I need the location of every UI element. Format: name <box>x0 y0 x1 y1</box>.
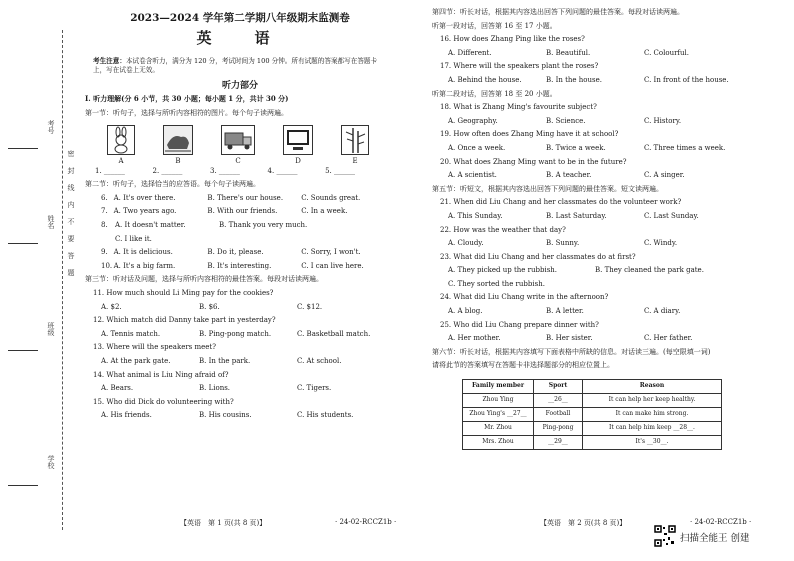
option-a: A. At the park gate. <box>101 356 171 365</box>
computer-icon <box>283 125 313 155</box>
exam-title: 2023—2024 学年第二学期八年级期末监测卷 <box>130 12 350 24</box>
option-a: A. Her mother. <box>448 334 501 343</box>
notice-text: 本试卷含听力，满分为 120 分，考试时间为 100 分钟。所有试题的答案都写在答题卡上，写在试卷上无效。 <box>93 57 378 75</box>
picture-label: B <box>175 156 181 165</box>
option-a: A. They picked up the rubbish. <box>448 266 558 275</box>
kaohao-line <box>8 148 38 149</box>
option-c: C. Last Sunday. <box>644 211 699 220</box>
picture-a <box>107 125 135 165</box>
option-b: B. $6. <box>199 302 220 311</box>
xingming-line <box>8 243 38 244</box>
question-number: 9. <box>101 248 108 257</box>
family-sport-table <box>462 379 722 450</box>
option-b: B. A letter. <box>546 307 584 316</box>
question-10 <box>101 262 395 276</box>
question-text: What did Liu Chang write in the afternoon? <box>453 293 609 302</box>
listening-heading: 听力部分 <box>221 81 258 92</box>
question-text: How often does Zhang Ming have it at school? <box>453 130 619 139</box>
question-15: 15. Who did Dick do volunteering with? A. His friends. B. His cousins. C. His students. <box>85 398 395 425</box>
question-9 <box>101 248 395 262</box>
question-24: 24. What did Liu Chang write in the afternoon? A. A blog. B. A letter. C. A diary. <box>432 293 742 320</box>
question-text: What does Zhang Ming want to be in the future? <box>453 157 627 166</box>
option-c: C. Basketball match. <box>297 329 371 338</box>
option-a: A. Two years ago. <box>113 207 177 216</box>
question-text: How does Zhang Ping like the roses? <box>453 35 585 44</box>
option-a: A. Bears. <box>101 384 134 393</box>
option-c: C. Her father. <box>644 334 693 343</box>
option-c: C. Colourful. <box>644 48 689 57</box>
option-b: B. Do it, please. <box>207 248 264 257</box>
sec2-instruction: 第二节：听句子，选择恰当的应答语。每个句子读两遍。 <box>85 180 260 189</box>
table-cell: Zhou Ying <box>463 394 534 408</box>
banji-label: 班级 <box>47 322 55 336</box>
picture-c <box>221 125 255 165</box>
option-b: B. With our friends. <box>207 207 278 216</box>
question-text: Who did Liu Chang prepare dinner with? <box>453 320 599 329</box>
table-header-row <box>463 380 722 394</box>
xuexiao-line <box>8 485 38 486</box>
question-text: How much should Li Ming pay for the cookies? <box>106 289 274 298</box>
question-text: Where will the speakers plant the roses? <box>453 62 599 71</box>
option-b: B. It's interesting. <box>207 261 272 270</box>
table-row <box>463 436 722 450</box>
question-25: 25. Who did Liu Chang prepare dinner with? A. Her mother. B. Her sister. C. Her father. <box>432 321 742 348</box>
right-page-code: · 24-02-RCCZ1b · <box>690 518 752 526</box>
option-b: B. There's our house. <box>207 193 284 202</box>
question-number: 6. <box>101 193 108 202</box>
table-header: Family member <box>463 380 534 394</box>
option-a: A. It doesn't matter. <box>115 221 186 230</box>
option-a: A. Once a week. <box>448 143 506 152</box>
question-19: 19. How often does Zhang Ming have it at school? A. Once a week. B. Twice a week. C. Three times a week. <box>432 130 742 157</box>
table-cell: Zhou Ying's __27__ <box>463 408 534 422</box>
sec5-instruction: 第五节：听短文，根据其内容选出回答下列问题的最佳答案。短文读两遍。 <box>432 184 663 193</box>
option-b: B. Twice a week. <box>546 143 606 152</box>
question-12: 12. Which match did Danny take part in yesterday? A. Tennis match. B. Ping-pong match. C. Basketball match. <box>85 316 395 343</box>
question-23: 23. What did Liu Chang and her classmates do at first? A. They picked up the rubbish. B. They cleaned the park gate. C. They sorted the rubbish. <box>432 253 742 294</box>
table-cell: It can make him strong. <box>583 408 722 422</box>
option-a: A. Behind the house. <box>448 75 522 84</box>
blank-4: 4. ______ <box>267 166 298 175</box>
question-text: What animal is Liu Ning afraid of? <box>106 370 229 379</box>
right-page-footer: 【英语 第 2 页(共 8 页)】 <box>540 519 627 527</box>
table-cell: It's __30__. <box>583 436 722 450</box>
option-a: A. $2. <box>101 302 122 311</box>
option-a: A. Different. <box>448 48 492 57</box>
right-column <box>432 8 742 450</box>
sec3-instruction: 第三节：听对话及问题，选择与所听内容相符的最佳答案。每段对话读两遍。 <box>85 275 323 284</box>
table-cell: Mr. Zhou <box>463 422 534 436</box>
picture-label: A <box>118 156 124 165</box>
question-6 <box>101 194 395 208</box>
option-a: A. Geography. <box>448 116 498 125</box>
option-c: C. Sounds great. <box>301 193 361 202</box>
option-a: A. Tennis match. <box>101 329 161 338</box>
answer-blanks <box>95 167 355 181</box>
option-b: B. Her sister. <box>546 334 593 343</box>
sec1-instruction: 第一节：听句子，选择与所听内容相符的图片。每个句子读两遍。 <box>85 109 288 118</box>
option-a: A. This Sunday. <box>448 211 503 220</box>
left-page-code: · 24-02-RCCZ1b · <box>335 518 397 526</box>
question-text: When did Liu Chang and her classmates do the volunteer work? <box>453 198 682 207</box>
option-b: B. Thank you very much. <box>219 221 308 230</box>
question-21: 21. When did Liu Chang and her classmates do the volunteer work? A. This Sunday. B. Last Saturday. C. Last Sunday. <box>432 198 742 225</box>
option-b: B. Ping-pong match. <box>199 329 272 338</box>
question-text: Where will the speakers meet? <box>106 343 216 352</box>
question-text: Which match did Danny take part in yesterday? <box>106 316 276 325</box>
notice-label: 考生注意： <box>93 57 126 66</box>
question-20: 20. What does Zhang Ming want to be in the future? A. A scientist. B. A teacher. C. A singer. <box>432 158 742 185</box>
table-row <box>463 408 722 422</box>
table-cell: Mrs. Zhou <box>463 436 534 450</box>
table-cell: __29__ <box>534 436 583 450</box>
question-8-c <box>101 235 395 249</box>
table-cell: It can help her keep healthy. <box>583 394 722 408</box>
option-c: C. In a week. <box>301 207 348 216</box>
option-c: C. Three times a week. <box>644 143 726 152</box>
picture-d <box>283 125 313 165</box>
option-a: A. A scientist. <box>448 171 497 180</box>
question-text: How was the weather that day? <box>453 225 566 234</box>
option-a: A. It is delicious. <box>113 248 173 257</box>
question-16: 16. How does Zhang Ping like the roses? A. Different. B. Beautiful. C. Colourful. <box>432 35 742 62</box>
seal-dashed-line <box>62 30 63 530</box>
picture-label: D <box>295 156 301 165</box>
question-18: 18. What is Zhang Ming's favourite subject? A. Geography. B. Science. C. History. <box>432 103 742 130</box>
xuexiao-label: 学校 <box>47 455 55 469</box>
sec4b-instruction: 听第二段对话，回答第 18 至 20 小题。 <box>432 89 557 98</box>
animal-icon <box>163 125 193 155</box>
question-8 <box>101 221 395 235</box>
option-a: A. It's over there. <box>113 193 176 202</box>
picture-row <box>93 125 383 165</box>
option-c: C. Tigers. <box>297 384 332 393</box>
option-c: C. His students. <box>297 411 354 420</box>
option-b: B. Beautiful. <box>546 48 591 57</box>
picture-b <box>163 125 193 165</box>
option-c: C. Windy. <box>644 239 678 248</box>
option-c: C. In front of the house. <box>644 75 729 84</box>
question-number: 7. <box>101 207 108 216</box>
option-b: B. Last Saturday. <box>546 211 607 220</box>
blank-2: 2. ______ <box>152 166 183 175</box>
qr-code-icon <box>654 525 676 547</box>
option-c: C. They sorted the rubbish. <box>448 279 545 288</box>
seal-line-text: 密封线内不要答题 <box>67 150 75 286</box>
table-cell: Football <box>534 408 583 422</box>
exam-subject: 英 语 <box>196 29 284 48</box>
option-a: A. It's a big farm. <box>113 261 176 270</box>
option-b: B. A teacher. <box>546 171 592 180</box>
option-c: C. I can live here. <box>301 261 364 270</box>
scanner-watermark: 扫描全能王 创建 <box>680 533 750 544</box>
picture-label: E <box>352 156 358 165</box>
bamboo-icon <box>341 125 369 155</box>
option-b: B. They cleaned the park gate. <box>595 266 704 275</box>
truck-icon <box>221 125 255 155</box>
option-b: B. In the park. <box>199 356 251 365</box>
question-7 <box>101 207 395 221</box>
question-13: 13. Where will the speakers meet? A. At the park gate. B. In the park. C. At school. <box>85 343 395 370</box>
question-22: 22. How was the weather that day? A. Cloudy. B. Sunny. C. Windy. <box>432 226 742 253</box>
question-11: 11. How much should Li Ming pay for the cookies? A. $2. B. $6. C. $12. <box>85 289 395 316</box>
table-cell: __26__ <box>534 394 583 408</box>
picture-label: C <box>235 156 241 165</box>
option-b: B. Science. <box>546 116 586 125</box>
table-row <box>463 422 722 436</box>
option-a: A. A blog. <box>448 307 483 316</box>
option-a: A. Cloudy. <box>448 239 484 248</box>
question-text: What did Liu Chang and her classmates do at first? <box>453 252 636 261</box>
table-cell: Ping-pong <box>534 422 583 436</box>
banji-line <box>8 350 38 351</box>
sec6-instruction: 第六节：听长对话，根据其内容填写下面表格中所缺的信息。对话读三遍。(每空限填一词) <box>432 347 711 356</box>
exam-notice <box>93 57 387 75</box>
option-c: C. A singer. <box>644 171 685 180</box>
table-header: Reason <box>583 380 722 394</box>
picture-e <box>341 125 369 165</box>
left-column <box>85 8 395 425</box>
option-b: B. In the house. <box>546 75 602 84</box>
blank-1: 1. ______ <box>95 166 125 175</box>
blank-3: 3. ______ <box>210 166 240 175</box>
option-b: B. Lions. <box>199 384 231 393</box>
sec6b-instruction: 请将此节的答案填写在答题卡非选择题部分的相应位置上。 <box>432 361 614 370</box>
xingming-label: 姓名 <box>47 215 55 229</box>
option-c: C. History. <box>644 116 682 125</box>
table-row <box>463 394 722 408</box>
left-page-footer: 【英语 第 1 页(共 8 页)】 <box>180 519 267 527</box>
option-c: C. $12. <box>297 302 323 311</box>
question-text: What is Zhang Ming's favourite subject? <box>453 103 597 112</box>
question-17: 17. Where will the speakers plant the roses? A. Behind the house. B. In the house. C. In front of the house. <box>432 62 742 89</box>
question-number: 8. <box>101 221 108 230</box>
option-c: C. At school. <box>297 356 342 365</box>
option-a: A. His friends. <box>101 411 152 420</box>
option-c: C. I like it. <box>115 234 152 243</box>
option-c: C. Sorry, I won't. <box>301 248 361 257</box>
sec4a-instruction: 听第一段对话，回答第 16 至 17 小题。 <box>432 21 557 30</box>
question-14: 14. What animal is Liu Ning afraid of? A. Bears. B. Lions. C. Tigers. <box>85 371 395 398</box>
part1-title: I. 听力理解(分 6 小节，共 30 小题；每小题 1 分，共计 30 分) <box>85 94 289 104</box>
option-b: B. Sunny. <box>546 239 580 248</box>
binding-strip <box>0 0 80 561</box>
rabbit-icon <box>107 125 135 155</box>
option-b: B. His cousins. <box>199 411 252 420</box>
sec4-instruction: 第四节：听长对话，根据其内容选出回答下列问题的最佳答案。每段对话读两遍。 <box>432 8 684 16</box>
option-c: C. A diary. <box>644 307 681 316</box>
kaohao-label: 考号 <box>47 120 55 134</box>
question-text: Who did Dick do volunteering with? <box>106 397 234 406</box>
table-header: Sport <box>534 380 583 394</box>
table-cell: It can help him keep __28__. <box>583 422 722 436</box>
blank-5: 5. ______ <box>325 166 355 175</box>
question-number: 10. <box>101 261 113 270</box>
